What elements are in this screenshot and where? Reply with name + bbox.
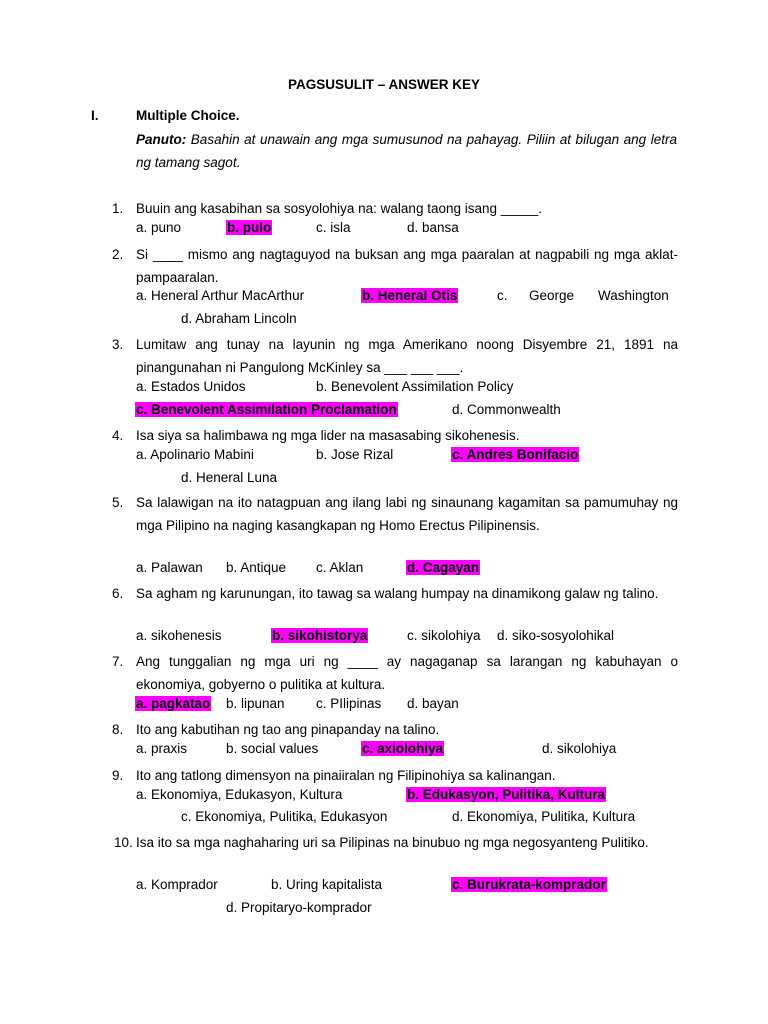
option-a: a. sikohenesis	[136, 628, 222, 643]
option-a: a. praxis	[136, 741, 188, 756]
option-b: b. lipunan	[226, 696, 285, 711]
question-number: 8.	[112, 722, 124, 737]
option-d: d. Commonwealth	[452, 402, 561, 417]
instructions	[136, 128, 677, 174]
option-d: d. Heneral Luna	[181, 470, 278, 485]
option-b-answer: b. Heneral Otis	[362, 288, 458, 303]
section-title: Multiple Choice.	[136, 108, 240, 123]
option-d: d. Abraham Lincoln	[181, 311, 297, 326]
question-text: Buuin ang kasabihan sa sosyolohiya na: walang taong isang _____.	[136, 201, 543, 216]
question-2	[112, 243, 678, 289]
option-c-answer: c. Benevolent Assimilation Proclamation	[136, 402, 397, 417]
question-10	[114, 831, 678, 854]
option-d: d. bayan	[407, 696, 459, 711]
option-d-answer: d. Cagayan	[407, 560, 480, 575]
question-text: Ang tunggalian ng mga uri ng ____ ay nagaganap sa larangan ng kabuhayan o ekonomiya, gobyerno o pulitika at kultura.	[136, 654, 678, 692]
question-5	[112, 491, 678, 537]
question-text: Sa agham ng karunungan, ito tawag sa walang humpay na dinamikong galaw ng talino.	[136, 586, 659, 601]
question-number: 10.	[114, 835, 133, 850]
option-b: b. Benevolent Assimilation Policy	[316, 379, 514, 394]
option-b-answer: b. Edukasyon, Pulitika, Kultura	[407, 787, 606, 802]
question-number: 3.	[112, 337, 124, 352]
question-9	[112, 764, 678, 787]
question-text: Lumitaw ang tunay na layunin ng mga Amerikano noong Disyembre 21, 1891 na pinangunahan ni Pangulong McKinley sa ___ ___ ___.	[136, 337, 678, 375]
question-text: Ito ang tatlong dimensyon na pinaiiralan ng Filipinohiya sa kalinangan.	[136, 768, 556, 783]
option-c-answer: c. axiolohiya	[362, 741, 444, 756]
option-a: a. puno	[136, 220, 182, 235]
option-d: d. sikolohiya	[542, 741, 617, 756]
question-number: 5.	[112, 495, 124, 510]
option-b-answer: b. pulo	[227, 220, 272, 235]
option-b: b. Antique	[226, 560, 287, 575]
option-a-answer: a. pagkatao	[136, 696, 211, 711]
option-c: c. Ekonomiya, Pulitika, Edukasyon	[181, 809, 388, 824]
option-a: a. Apolinario Mabini	[136, 447, 254, 462]
option-c: c. sikolohiya	[407, 628, 481, 643]
question-number: 1.	[112, 201, 124, 216]
option-d: d. Propitaryo-komprador	[226, 900, 372, 915]
option-b-answer: b. sikohistorya	[272, 628, 368, 643]
question-number: 9.	[112, 768, 124, 783]
option-a: a. Komprador	[136, 877, 218, 892]
option-c-text-2: Washington	[598, 288, 669, 303]
question-7	[112, 650, 678, 696]
option-b: b. Jose Rizal	[316, 447, 394, 462]
option-c-answer: c. Andres Bonifacio	[452, 447, 579, 462]
question-number: 4.	[112, 428, 124, 443]
question-text: Isa siya sa halimbawa ng mga lider na masasabing sikohenesis.	[136, 428, 520, 443]
option-a: a. Palawan	[136, 560, 203, 575]
question-text: Si ____ mismo ang nagtaguyod na buksan ang mga paaralan at nagpabili ng mga aklat-pampaaralan.	[136, 247, 678, 285]
option-c: c. Aklan	[316, 560, 364, 575]
question-3	[112, 333, 678, 379]
page-title: PAGSUSULIT – ANSWER KEY	[287, 77, 481, 92]
question-number: 2.	[112, 247, 124, 262]
option-c: c. isla	[316, 220, 351, 235]
question-text: Sa lalawigan na ito natagpuan ang ilang labi ng sinaunang kagamitan sa pamumuhay ng mga Pilipino na naging kasangkapan ng Homo Erectus Pilipinensis.	[136, 495, 678, 533]
option-a: a. Heneral Arthur MacArthur	[136, 288, 305, 303]
option-c-answer: c. Burukrata-komprador	[452, 877, 606, 892]
option-c-text-1: George	[529, 288, 575, 303]
question-4	[112, 424, 678, 447]
option-b: b. social values	[226, 741, 319, 756]
question-number: 6.	[112, 586, 124, 601]
option-a: a. Estados Unidos	[136, 379, 246, 394]
question-text: Isa ito sa mga naghaharing uri sa Pilipinas na binubuo ng mga negosyanteng Pulitiko.	[136, 835, 649, 850]
instruction-text: Basahin at unawain ang mga sumusunod na pahayag. Piliin at bilugan ang letra ng tamang sagot.	[136, 132, 677, 170]
option-c: c. PIlipinas	[316, 696, 382, 711]
instruction-label: Panuto:	[136, 132, 187, 147]
option-d: d. Ekonomiya, Pulitika, Kultura	[452, 809, 636, 824]
option-d: d. siko-sosyolohikal	[497, 628, 615, 643]
question-6	[112, 582, 678, 605]
question-number: 7.	[112, 654, 124, 669]
option-c: c.	[497, 288, 508, 303]
option-a: a. Ekonomiya, Edukasyon, Kultura	[136, 787, 343, 802]
question-1	[112, 197, 678, 220]
option-b: b. Uring kapitalista	[271, 877, 383, 892]
option-d: d. bansa	[407, 220, 459, 235]
section-number: I.	[91, 108, 99, 123]
question-text: Ito ang kabutihan ng tao ang pinapanday na talino.	[136, 722, 440, 737]
question-8	[112, 718, 678, 741]
